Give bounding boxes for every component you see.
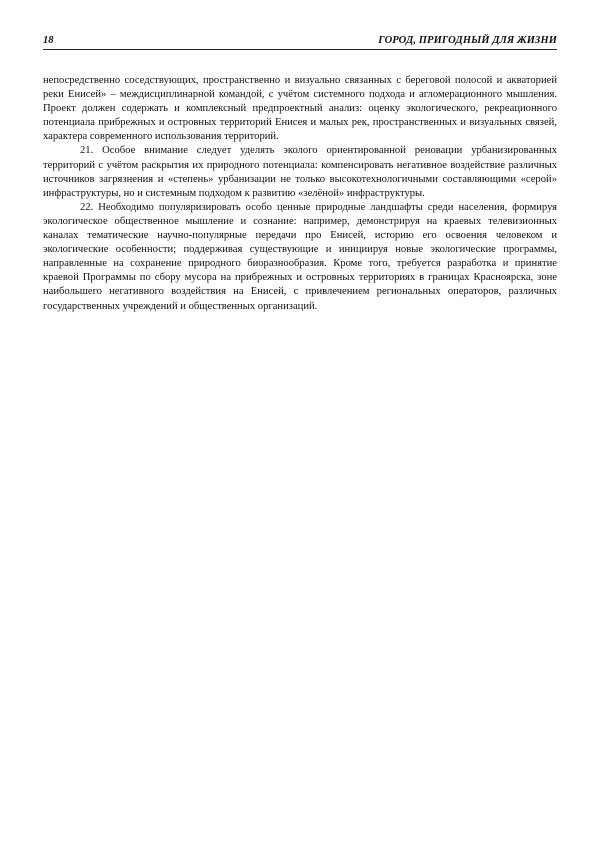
running-title: ГОРОД, ПРИГОДНЫЙ ДЛЯ ЖИЗНИ [378,35,557,46]
document-body [43,74,557,314]
page-number: 18 [43,35,54,46]
paragraph-22: 22. Необходимо популяризировать особо ценные природные ландшафты среди населения, формируя экологическое общественное мышление и сознание: например, демонстрируя на краевых телевизионных каналах тематические научно-популярные передачи про Енисей, историю его освоения человеком и экологические особенности; поддерживая существующие и инициируя новые экологические программы, направленные на сохранение природного биоразнообразия. Кроме того, требуется разработка и принятие краевой Программы по сбору мусора на прибрежных и островных территориях в границах Красноярска, зоне наибольшего негативного воздействия на Енисей, с привлечением региональных операторов, различных государственных учреждений и общественных организаций. [43,201,557,312]
paragraph-continued: непосредственно соседствующих, пространственно и визуально связанных с береговой полосой и акваторией реки Енисей» – междисциплинарной командой, с учётом системного подхода и агломерационного мышления. Проект должен содержать и комплексный предпроектный анализ: оценку экологического, рекреационного потенциала прибрежных и островных территорий Енисея и малых рек, пространственных и визуальных связей, характера современного использования территорий. [43,75,557,143]
page-header [43,35,557,50]
paragraph-21: 21. Особое внимание следует уделять эколого ориентированной реновации урбанизированных территорий с учётом раскрытия их природного потенциала: компенсировать негативное воздействие различных источников загрязнения и «степень» урбанизации не только высокотехнологичными составляющими «серой» инфраструктуры, но и системным подходом к развитию «зелёной» инфраструктуры. [43,145,557,199]
